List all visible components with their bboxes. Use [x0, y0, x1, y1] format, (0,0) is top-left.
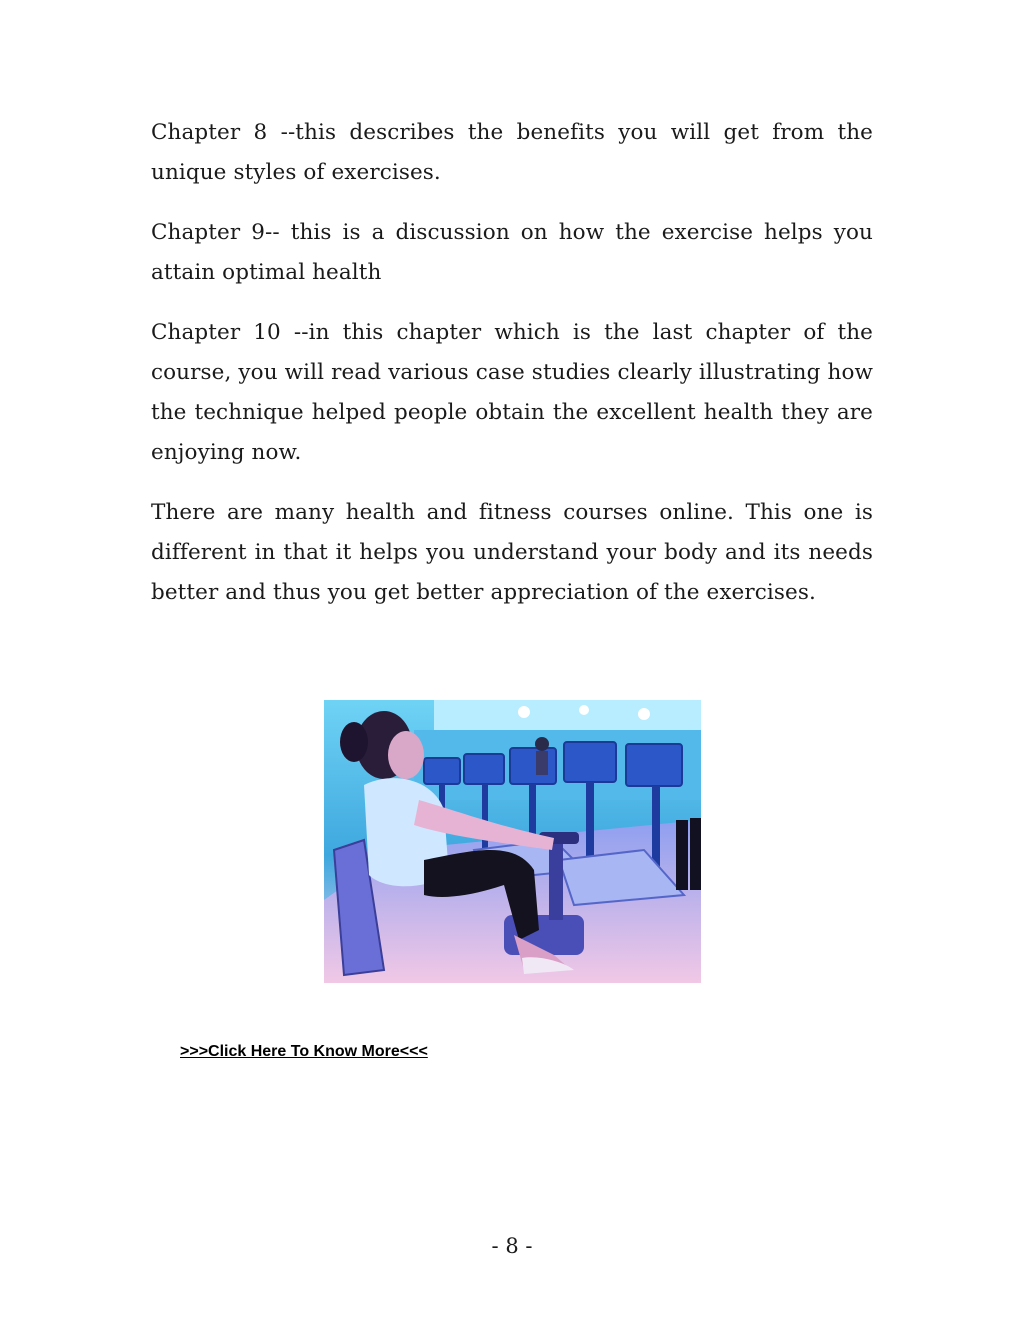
gym-photo-illustration [324, 700, 701, 983]
gym-photo [324, 700, 701, 983]
page-number: - 8 - [491, 1234, 533, 1258]
paragraph-chapter-8: Chapter 8 --this describes the benefits you will get from the unique styles of exercises. [151, 120, 873, 185]
page-body [151, 113, 873, 633]
paragraph-course-summary: There are many health and fitness courses online. This one is different in that it helps you understand your body and its needs better and thus you get better appreciation of the exercises. [151, 500, 873, 605]
paragraph-chapter-10: Chapter 10 --in this chapter which is the last chapter of the course, you will read various case studies clearly illustrating how the technique helped people obtain the excellent health they are enjoying now. [151, 320, 873, 465]
know-more-link[interactable]: >>>Click Here To Know More<<< [180, 1043, 428, 1060]
paragraph-chapter-9: Chapter 9-- this is a discussion on how the exercise helps you attain optimal health [151, 220, 873, 285]
